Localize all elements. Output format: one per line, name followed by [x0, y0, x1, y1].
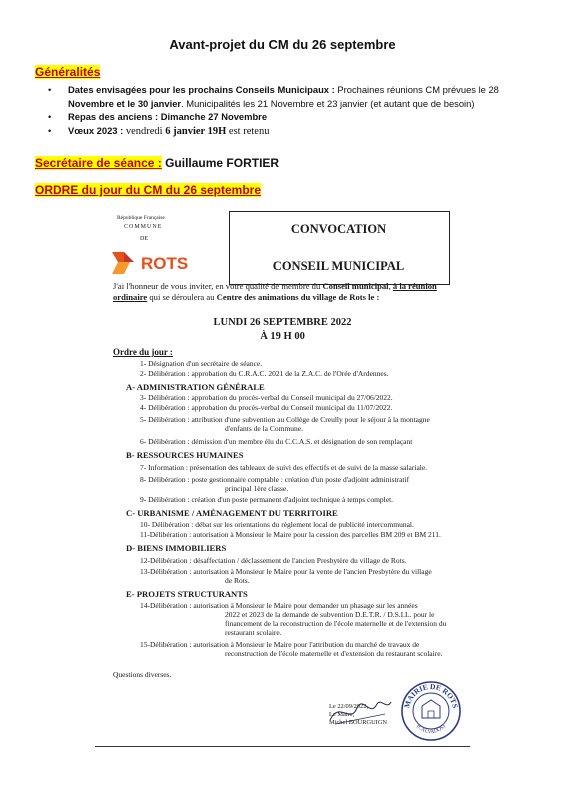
agenda-item: 14-Délibération : autorisation à Monsieur le Maire pour demander un phasage sur les années — [140, 601, 418, 610]
svg-text:(CALVADOS): (CALVADOS) — [415, 723, 447, 736]
agenda-item: 11-Délibération : autorisation à Monsieur le Maire pour la cession des parcelles BM 209 et BM 211. — [140, 530, 441, 539]
agenda-item: de Rots. — [225, 576, 250, 585]
section-heading: A- ADMINISTRATION GÉNÉRALE — [126, 382, 265, 392]
de-label: DE — [140, 236, 148, 242]
section-heading: E- PROJETS STRUCTURANTS — [126, 589, 248, 599]
svg-text:MAIRIE DE ROTS: MAIRIE DE ROTS — [402, 681, 460, 709]
agenda-item: principal 1ère classe. — [225, 484, 289, 493]
agenda-item: 2022 et 2023 de la demande de subvention D.E.T.R. / D.S.I.L. pour le — [225, 610, 435, 619]
convocation-title: CONVOCATION — [290, 222, 387, 236]
agenda-item: 13-Délibération : autorisation à Monsieur le Maire pour la vente de l'ancien Presbytère du village — [140, 567, 432, 576]
republique-label: République Française — [117, 215, 165, 221]
list-item: • Repas des anciens : Dimanche 27 Novembre — [48, 111, 268, 122]
agenda-item: 2- Délibération : approbation du C.R.A.C. 2021 de la Z.A.C. de l'Orée d'Ardennes. — [140, 369, 389, 378]
agenda-item: restaurant scolaire. — [225, 628, 282, 637]
mairie-seal — [400, 680, 462, 747]
agenda-item: financement de la reconstruction de l'école maternelle et de l'extension du — [225, 619, 447, 628]
ordre-du-jour-label: Ordre du jour : — [113, 347, 173, 357]
agenda-item: 6- Délibération : démission d'un membre élu du C.C.A.S. et désignation de son remplaçant — [140, 437, 413, 446]
secretaire-line: Secrétaire de séance : Guillaume FORTIER — [35, 156, 280, 170]
agenda-item: 15-Délibération : autorisation à Monsieur le Maire pour l'attribution du marché de travaux de — [140, 640, 420, 649]
agenda-item: 8- Délibération : poste gestionnaire comptable : création d'un poste d'adjoint administratif — [140, 475, 410, 484]
agenda-item: 9- Délibération : création d'un poste permanent d'adjoint technique à temps complet. — [140, 495, 394, 504]
agenda-item: 5- Délibération : attribution d'une subvention au Collège de Creully pour le séjour à la montagne — [140, 415, 430, 424]
agenda-item: reconstruction de l'école maternelle et d'extension du restaurant scolaire. — [225, 649, 443, 658]
divider — [95, 746, 470, 747]
generalites-heading: Généralités — [35, 65, 101, 79]
logo-text: ROTS — [141, 254, 189, 273]
agenda-item: 1- Désignation d'un secrétaire de séance. — [140, 359, 263, 368]
list-item: • Vœux 2023 : vendredi 6 janvier 19H est retenu — [48, 124, 270, 137]
signature-date: Le 22/09/2022, — [329, 703, 369, 710]
section-heading: B- RESSOURCES HUMAINES — [126, 450, 244, 460]
section-heading: C- URBANISME / AMÉNAGEMENT DU TERRITOIRE — [126, 508, 338, 518]
signature-scribble — [325, 690, 395, 730]
conseil-title: CONSEIL MUNICIPAL — [272, 259, 405, 273]
agenda-item: 10- Délibération : débat sur les orientations du règlement local de publicité intercommunal. — [140, 520, 414, 529]
signature-role: Le Maire, — [329, 711, 355, 718]
signature-name: Michel BOURGUIGN — [329, 719, 388, 726]
questions-diverses: Questions diverses. — [113, 670, 172, 679]
commune-label: COMMUNE — [124, 224, 163, 230]
meeting-hour: À 19 H 00 — [260, 331, 305, 342]
page-title: Avant-projet du CM du 26 septembre — [169, 37, 396, 52]
invitation-text: J'ai l'honneur de vous inviter, en votre qualité de membre du Conseil municipal, à la réunion ordinaire qui se déroulera au Centre des animations du village de Rots le : — [113, 281, 437, 302]
list-item: • Dates envisagées pour les prochains Conseils Municipaux : Prochaines réunions CM prévues le 28 Novembre et le 30 janvier. Municipalités les 21 Novembre et 23 janvier (et autant que de besoin) — [48, 84, 499, 109]
agenda-item: d'enfants de la Commune. — [225, 424, 303, 433]
agenda-item: 3- Délibération : approbation du procès-verbal du Conseil municipal du 27/06/2022. — [140, 393, 393, 402]
section-heading: D- BIENS IMMOBILIERS — [126, 543, 227, 553]
rots-logo — [110, 248, 200, 283]
meeting-date: LUNDI 26 SEPTEMBRE 2022 — [213, 317, 352, 328]
ordre-heading: ORDRE du jour du CM du 26 septembre — [35, 183, 262, 197]
agenda-item: 4- Délibération : approbation du procès-verbal du Conseil municipal du 11/07/2022. — [140, 403, 393, 412]
agenda-item: 12-Délibération : désaffectation / déclassement de l'ancien Presbytère du village de Rots. — [140, 556, 407, 565]
agenda-item: 7- Information : présentation des tableaux de suivi des effectifs et de suivi de la masse salariale. — [140, 463, 428, 472]
